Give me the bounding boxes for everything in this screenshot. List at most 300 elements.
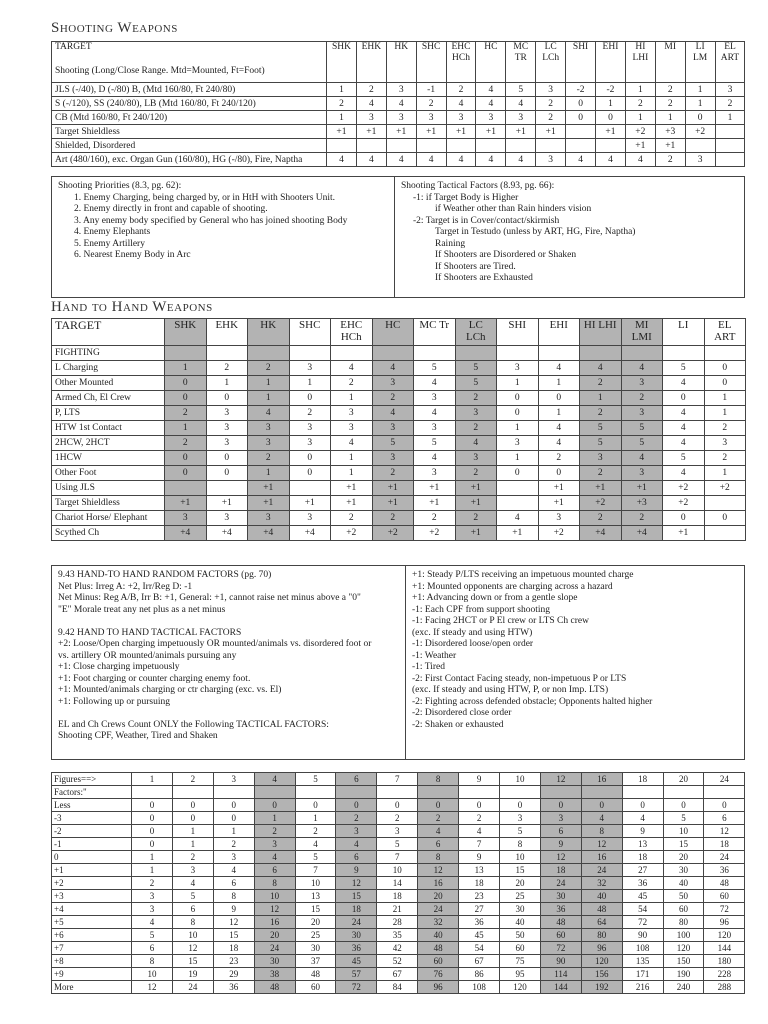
figures-cell: 10	[254, 890, 295, 903]
shooting-column-header: MI	[655, 42, 685, 83]
figures-cell: 16	[581, 851, 622, 864]
hth-cell: 2	[372, 466, 414, 481]
figures-cell: 3	[132, 890, 173, 903]
shooting-cell: 3	[356, 111, 386, 125]
hth-cell: 1	[331, 451, 373, 466]
figures-cell: 3	[500, 812, 541, 825]
hth-cell: 2	[248, 451, 290, 466]
figures-cell: 27	[459, 903, 500, 916]
figures-cell: 48	[254, 981, 295, 994]
hth-cell: 3	[621, 406, 663, 421]
figures-cell: 25	[500, 890, 541, 903]
hth-cell: 0	[704, 361, 746, 376]
hth-cell: 0	[538, 466, 580, 481]
hth-cell: 2	[455, 466, 497, 481]
hth-cell: 3	[497, 361, 539, 376]
figures-cell: 48	[418, 942, 459, 955]
figures-column-header: 7	[377, 773, 418, 786]
hth-cell: +2	[538, 526, 580, 541]
figures-cell	[132, 786, 173, 799]
shooting-tactical-item: Target in Testudo (unless by ART, HG, Fire, Naptha)	[435, 227, 636, 237]
figures-cell: 0	[459, 799, 500, 812]
shooting-cell	[715, 125, 745, 139]
figures-cell: 5	[500, 825, 541, 838]
shooting-cell: 1	[625, 111, 655, 125]
hth-cell: 3	[331, 406, 373, 421]
figures-cell: 1	[254, 812, 295, 825]
hth-cell: 2	[704, 451, 746, 466]
hth-cell: 0	[289, 451, 331, 466]
shooting-cell: 4	[476, 97, 506, 111]
figures-cell: 29	[213, 968, 254, 981]
figures-cell: 23	[213, 955, 254, 968]
figures-cell: 24	[172, 981, 213, 994]
figures-cell: 4	[172, 877, 213, 890]
hth-cell: +2	[580, 496, 622, 511]
shooting-priorities-list	[58, 193, 388, 262]
shooting-row	[52, 153, 745, 167]
hth-cell: 1	[248, 391, 290, 406]
figures-cell: 8	[418, 851, 459, 864]
hth-cell: +1	[248, 496, 290, 511]
shooting-cell: 1	[327, 83, 357, 97]
hth-cell: 0	[497, 391, 539, 406]
hth-cell: 4	[621, 451, 663, 466]
figures-cell	[622, 786, 663, 799]
shooting-cell: +2	[625, 125, 655, 139]
figures-cell: 288	[704, 981, 745, 994]
figures-cell: 4	[622, 812, 663, 825]
hth-cell: 3	[455, 406, 497, 421]
hth-target-header: TARGET	[52, 319, 165, 346]
figures-row	[52, 968, 745, 981]
figures-cell: 48	[704, 877, 745, 890]
shooting-tactical-item: If Shooters are Exhausted	[435, 273, 533, 283]
hth-cell: +4	[248, 526, 290, 541]
hth-cell: 4	[663, 421, 705, 436]
figures-column-header: 24	[704, 773, 745, 786]
figures-cell: 240	[663, 981, 704, 994]
hth-cell: +1	[580, 481, 622, 496]
figures-cell: 19	[172, 968, 213, 981]
figures-cell: 2	[132, 877, 173, 890]
hth-cell: 4	[455, 436, 497, 451]
shooting-cell: 4	[356, 153, 386, 167]
figures-cell: 72	[336, 981, 377, 994]
figures-cell: 48	[581, 903, 622, 916]
hth-cell: 5	[414, 361, 456, 376]
shooting-cell: 4	[446, 97, 476, 111]
figures-cell: 192	[581, 981, 622, 994]
shooting-cell: 4	[327, 153, 357, 167]
hth-cell: 4	[621, 361, 663, 376]
figures-cell: 4	[336, 838, 377, 851]
figures-cell: 1	[172, 825, 213, 838]
hth-cell: 3	[165, 511, 207, 526]
figures-cell: 0	[213, 812, 254, 825]
figures-cell: 57	[336, 968, 377, 981]
hth-factor-line: -2: Fighting across defended obstacle; Opponents halted higher	[412, 696, 653, 707]
figures-cell: 9	[459, 851, 500, 864]
figures-cell: 72	[622, 916, 663, 929]
hth-cell: 5	[372, 436, 414, 451]
figures-row-label: More	[52, 981, 132, 994]
hth-row	[52, 466, 746, 481]
shooting-cell: 0	[596, 111, 626, 125]
hth-cell: 0	[538, 391, 580, 406]
figures-cell: 32	[581, 877, 622, 890]
figures-cell: 8	[172, 916, 213, 929]
figures-cell	[459, 786, 500, 799]
figures-cell: 12	[254, 903, 295, 916]
figures-cell: 0	[540, 799, 581, 812]
hth-cell: 1	[206, 376, 248, 391]
hth-cell: 4	[331, 436, 373, 451]
figures-cell: 40	[581, 890, 622, 903]
figures-cell: 45	[622, 890, 663, 903]
shooting-cell: +2	[685, 125, 715, 139]
hth-factor-line: +1: Close charging impetuously	[58, 662, 180, 672]
shooting-column-header: MC TR	[506, 42, 536, 83]
figures-cell: 72	[540, 942, 581, 955]
hth-cell	[372, 346, 414, 361]
figures-cell: 60	[500, 942, 541, 955]
figures-cell: 23	[459, 890, 500, 903]
hth-cell	[289, 346, 331, 361]
figures-cell: 30	[254, 955, 295, 968]
hth-cell: 3	[621, 376, 663, 391]
hth-cell	[165, 481, 207, 496]
hth-cell: 2	[372, 391, 414, 406]
figures-cell: 2	[254, 825, 295, 838]
hth-cell: 3	[538, 511, 580, 526]
shooting-cell: 5	[506, 83, 536, 97]
hth-cell: 2	[331, 511, 373, 526]
figures-cell: 7	[295, 864, 336, 877]
figures-cell: 13	[295, 890, 336, 903]
hth-cell: 2	[455, 511, 497, 526]
shooting-cell: 2	[446, 83, 476, 97]
shooting-priority-item: 5. Enemy Artillery	[74, 238, 145, 249]
figures-cell: 12	[540, 851, 581, 864]
figures-cell: 190	[663, 968, 704, 981]
figures-cell: 20	[295, 916, 336, 929]
figures-column-header: 4	[254, 773, 295, 786]
hth-row-label: P, LTS	[52, 406, 165, 421]
hth-cell: +4	[580, 526, 622, 541]
shooting-column-header: SHI	[566, 42, 596, 83]
hth-row-label: Target Shieldless	[52, 496, 165, 511]
shooting-tactical-item: if Weather other than Rain hinders vision	[435, 204, 592, 214]
figures-cell: 216	[622, 981, 663, 994]
hth-cell: 0	[165, 466, 207, 481]
figures-column-header: 9	[459, 773, 500, 786]
figures-cell: 18	[377, 890, 418, 903]
hth-cell: +2	[663, 496, 705, 511]
shooting-column-header: EL ART	[715, 42, 745, 83]
shooting-row-label: Target Shieldless	[52, 125, 327, 139]
figures-header-row	[52, 773, 745, 786]
hth-column-header: MI LMI	[621, 319, 663, 346]
figures-cell: 6	[704, 812, 745, 825]
shooting-tactical-item: Raining	[435, 238, 466, 249]
figures-row	[52, 916, 745, 929]
hth-cell: 5	[455, 376, 497, 391]
hth-cell	[165, 346, 207, 361]
figures-cell: 114	[540, 968, 581, 981]
shooting-column-header: HI LHI	[625, 42, 655, 83]
figures-cell: 20	[254, 929, 295, 942]
figures-cell: 36	[540, 903, 581, 916]
figures-cell: 95	[500, 968, 541, 981]
figures-cell: 171	[622, 968, 663, 981]
hth-row-label: Scythed Ch	[52, 526, 165, 541]
figures-cell: 120	[704, 929, 745, 942]
hth-column-header: HK	[248, 319, 290, 346]
hth-factor-line: -1: Each CPF from support shooting	[412, 604, 551, 615]
figures-cell	[295, 786, 336, 799]
hth-cell: 0	[206, 451, 248, 466]
figures-cell: 2	[172, 851, 213, 864]
hth-row	[52, 376, 746, 391]
shooting-cell: 1	[715, 111, 745, 125]
hth-cell: 3	[289, 361, 331, 376]
figures-cell: 15	[336, 890, 377, 903]
hth-cell: 3	[414, 466, 456, 481]
hth-row	[52, 421, 746, 436]
figures-cell: 30	[663, 864, 704, 877]
figures-cell: 108	[459, 981, 500, 994]
shooting-cell: 4	[566, 153, 596, 167]
hth-cell: 0	[704, 376, 746, 391]
hth-cell: 0	[663, 391, 705, 406]
shooting-cell: 3	[416, 111, 446, 125]
hth-cell	[248, 346, 290, 361]
hth-cell: 4	[372, 361, 414, 376]
shooting-cell: 2	[655, 153, 685, 167]
shooting-priority-item: 2. Enemy directly in front and capable of shooting.	[74, 204, 268, 214]
hth-cell: 1	[704, 406, 746, 421]
hth-factor-line: (exc. If steady and using HTW, P, or non Imp. LTS)	[412, 685, 609, 695]
figures-cell: 0	[704, 799, 745, 812]
figures-cell: 8	[500, 838, 541, 851]
figures-cell: 0	[254, 799, 295, 812]
hth-cell: 3	[497, 436, 539, 451]
shooting-cell: 4	[476, 153, 506, 167]
shooting-column-header: SHK	[327, 42, 357, 83]
shooting-cell: +1	[386, 125, 416, 139]
hth-cell: 3	[206, 436, 248, 451]
hth-cell: 5	[580, 421, 622, 436]
figures-cell: 35	[377, 929, 418, 942]
hth-cell: +4	[206, 526, 248, 541]
shooting-row-label: JLS (-/40), D (-/80) B, (Mtd 160/80, Ft 240/80)	[52, 83, 327, 97]
hth-column-header: HI LHI	[580, 319, 622, 346]
figures-cell: 18	[336, 903, 377, 916]
figures-cell: 9	[213, 903, 254, 916]
hth-factor-line: Net Plus: Irreg A: +2, Irr/Reg D: -1	[58, 581, 193, 592]
figures-cell: 6	[172, 903, 213, 916]
hth-cell	[704, 496, 746, 511]
hth-cell	[414, 346, 456, 361]
hth-cell: 3	[289, 511, 331, 526]
hth-fighting-label: FIGHTING	[52, 346, 165, 361]
figures-row	[52, 851, 745, 864]
hth-cell: 1	[165, 421, 207, 436]
shooting-cell: 4	[476, 83, 506, 97]
figures-cell: 24	[418, 903, 459, 916]
hth-factor-line: -1: Facing 2HCT or P El crew or LTS Ch crew	[412, 616, 589, 626]
figures-cell: 36	[213, 981, 254, 994]
figures-cell: 36	[459, 916, 500, 929]
shooting-row	[52, 111, 745, 125]
hth-cell: 4	[538, 421, 580, 436]
figures-cell: 38	[254, 968, 295, 981]
hth-cell: +1	[414, 481, 456, 496]
shooting-header-row	[52, 42, 745, 83]
shooting-cell	[476, 139, 506, 153]
hth-factor-line	[58, 616, 399, 628]
figures-cell: 9	[336, 864, 377, 877]
figures-cell: 80	[581, 929, 622, 942]
shooting-target-label: TARGET	[55, 42, 92, 52]
hth-row	[52, 481, 746, 496]
figures-cell	[663, 786, 704, 799]
figures-cell: 7	[459, 838, 500, 851]
shooting-cell: 2	[625, 97, 655, 111]
hth-cell: 0	[165, 451, 207, 466]
figures-cell: 90	[540, 955, 581, 968]
figures-cell: 24	[540, 877, 581, 890]
figures-cell: 0	[295, 799, 336, 812]
hth-factor-line: 9.42 HAND TO HAND TACTICAL FACTORS	[58, 627, 242, 638]
figures-cell: 0	[132, 812, 173, 825]
shooting-cell: 4	[596, 153, 626, 167]
hth-cell: 3	[621, 466, 663, 481]
hth-cell: 3	[289, 421, 331, 436]
figures-column-header: 3	[213, 773, 254, 786]
figures-cell: 10	[295, 877, 336, 890]
hth-cell: 2	[580, 511, 622, 526]
figures-cell: 5	[377, 838, 418, 851]
figures-column-header: 18	[622, 773, 663, 786]
hth-cell: 5	[621, 421, 663, 436]
hth-cell: 0	[206, 391, 248, 406]
hth-fighting-row	[52, 346, 746, 361]
figures-cell: 54	[622, 903, 663, 916]
shooting-cell: 3	[536, 83, 566, 97]
hth-cell: 1	[248, 376, 290, 391]
figures-cell: 15	[213, 929, 254, 942]
figures-cell: 32	[418, 916, 459, 929]
figures-row-label: +2	[52, 877, 132, 890]
hth-cell: +1	[455, 526, 497, 541]
hth-row	[52, 406, 746, 421]
figures-cell: 4	[213, 864, 254, 877]
figures-cell: 64	[581, 916, 622, 929]
hth-cell: 4	[663, 406, 705, 421]
figures-row-label: +7	[52, 942, 132, 955]
hth-cell: 0	[497, 406, 539, 421]
figures-cell: 96	[704, 916, 745, 929]
shooting-cell: +1	[327, 125, 357, 139]
hth-cell: 5	[663, 361, 705, 376]
figures-cell: 2	[377, 812, 418, 825]
figures-cell: 8	[254, 877, 295, 890]
shooting-cell	[356, 139, 386, 153]
figures-cell: 18	[704, 838, 745, 851]
hth-cell: 1	[331, 466, 373, 481]
figures-cell: 2	[213, 838, 254, 851]
figures-cell: 45	[459, 929, 500, 942]
shooting-cell: 3	[386, 83, 416, 97]
hth-cell: 2	[621, 391, 663, 406]
hth-cell: +3	[621, 496, 663, 511]
shooting-column-header: EHK	[356, 42, 386, 83]
shooting-cell	[327, 139, 357, 153]
shooting-cell: 4	[386, 97, 416, 111]
figures-cell: 0	[663, 799, 704, 812]
figures-cell: 3	[540, 812, 581, 825]
hth-cell: 3	[206, 406, 248, 421]
hth-cell: 4	[663, 436, 705, 451]
figures-cell: 36	[336, 942, 377, 955]
hth-cell: 3	[248, 511, 290, 526]
shooting-weapons-title: Shooting Weapons	[51, 20, 178, 36]
figures-factors-label: Factors:"	[52, 786, 132, 799]
figures-cell: 10	[132, 968, 173, 981]
figures-cell: 18	[459, 877, 500, 890]
figures-cell: 5	[295, 851, 336, 864]
figures-row	[52, 955, 745, 968]
figures-cell: 108	[622, 942, 663, 955]
figures-cell: 67	[377, 968, 418, 981]
shooting-cell	[416, 139, 446, 153]
figures-cell: 30	[295, 942, 336, 955]
shooting-priorities	[52, 177, 394, 297]
figures-cell: 6	[132, 942, 173, 955]
hth-cell: 3	[206, 511, 248, 526]
figures-cell: 80	[663, 916, 704, 929]
hth-cell: +1	[538, 496, 580, 511]
hth-cell: 4	[663, 466, 705, 481]
figures-cell: 54	[459, 942, 500, 955]
shooting-range-note: Shooting (Long/Close Range. Mtd=Mounted, Ft=Foot)	[55, 66, 265, 76]
shooting-cell: +1	[356, 125, 386, 139]
hth-cell: 5	[414, 436, 456, 451]
hth-cell: 1	[289, 376, 331, 391]
shooting-cell	[506, 139, 536, 153]
shooting-table	[51, 41, 745, 167]
shooting-cell: 4	[356, 97, 386, 111]
hth-cell: 3	[580, 451, 622, 466]
hth-factor-line: +1: Following up or pursuing	[58, 696, 170, 707]
figures-cell: 20	[418, 890, 459, 903]
hth-cell: 3	[455, 451, 497, 466]
shooting-cell	[685, 139, 715, 153]
figures-column-header: 10	[500, 773, 541, 786]
figures-cell: 3	[132, 903, 173, 916]
figures-cell: 8	[132, 955, 173, 968]
shooting-cell: 2	[416, 97, 446, 111]
shooting-cell	[386, 139, 416, 153]
hth-cell	[704, 526, 746, 541]
shooting-cell: 0	[566, 111, 596, 125]
figures-cell: 24	[704, 851, 745, 864]
hth-cell: 1	[704, 466, 746, 481]
hth-cell: 4	[663, 376, 705, 391]
figures-row	[52, 981, 745, 994]
